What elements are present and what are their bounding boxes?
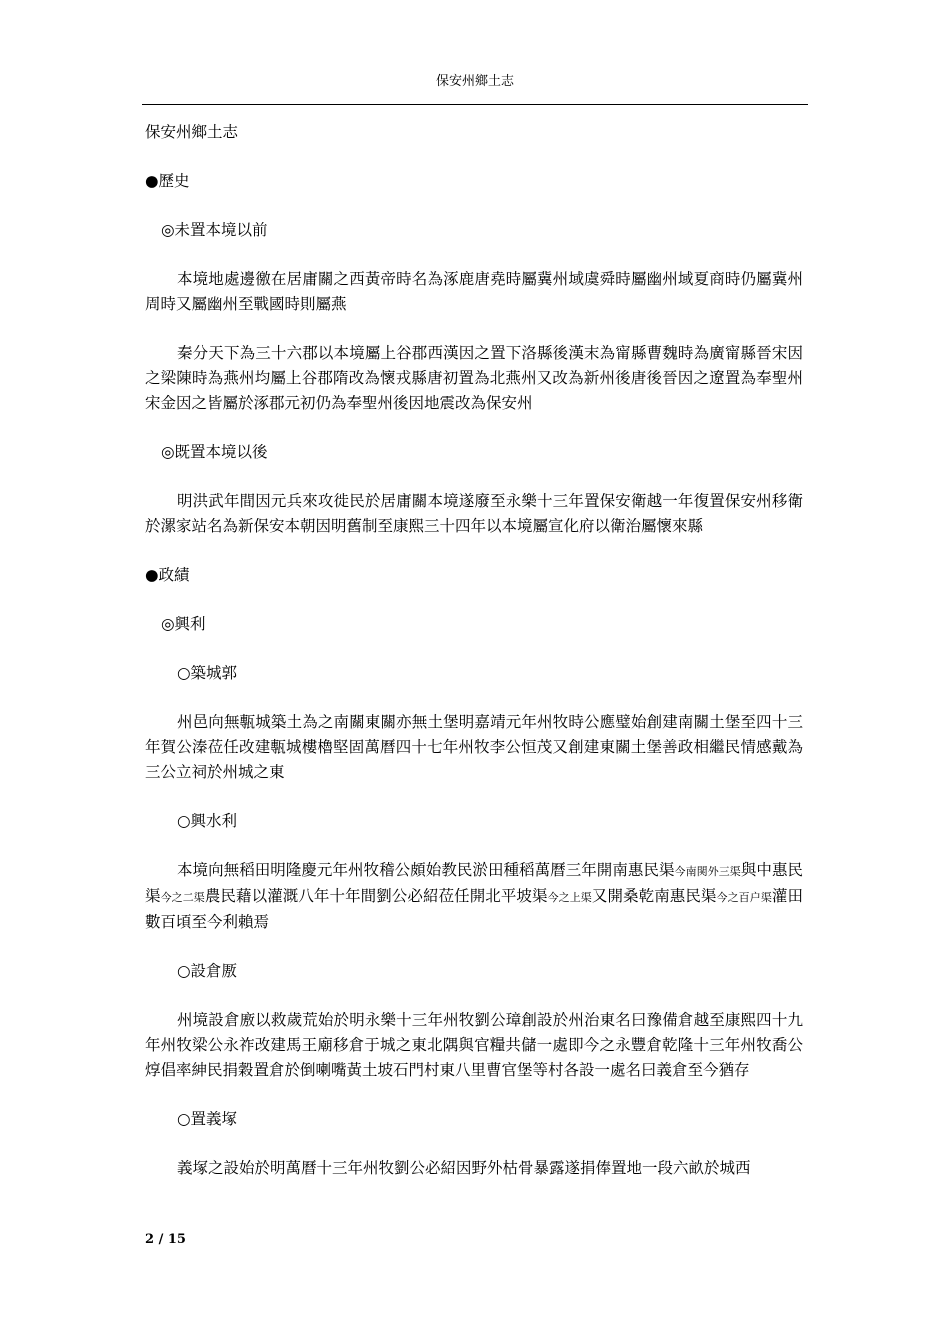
- paragraph-5-text-a: 本境向無稻田明隆慶元年州牧稽公頗始教民淤田種稻萬曆三年開南惠民渠: [177, 861, 675, 879]
- item-heading-water: ○興水利: [177, 812, 238, 830]
- paragraph-6: 州境設倉廒以救歲荒始於明永樂十三年州牧劉公璋創設於州治東名曰豫備倉越至康熙四十九年州牧梁公永祚改建馬王廟移倉于城之東北隅與官糧共儲一處即今之永豐倉乾隆十三年州牧喬公焞倡率紳民捐穀置倉於倒喇嘴黃土坡石門村東八里曹官堡等村各設一處名曰義倉至今猶存: [145, 1011, 803, 1079]
- subheading-before: ◎未置本境以前: [161, 221, 268, 239]
- inline-note-3: 今之上渠: [547, 891, 592, 904]
- inline-note-1: 今南関外三渠: [674, 865, 741, 878]
- subheading-after: ◎既置本境以後: [161, 443, 268, 461]
- paragraph-1: 本境地處邊徼在居庸關之西黃帝時名為涿鹿唐堯時屬冀州域虞舜時屬幽州域夏商時仍屬冀州周時又屬幽州至戰國時則屬燕: [145, 270, 803, 313]
- paragraph-5: [145, 858, 803, 935]
- inline-note-4: 今之百户渠: [716, 891, 772, 904]
- subheading-xingli: ◎興利: [161, 615, 206, 633]
- paragraph-5-text-d: 又開桑乾南惠民渠: [591, 887, 717, 905]
- inline-note-2: 今之二渠: [160, 891, 205, 904]
- running-header: 保安州鄉土志: [435, 74, 514, 89]
- document-title: 保安州鄉土志: [145, 123, 239, 141]
- header-rule: [142, 104, 808, 105]
- paragraph-5-text-e: 灌田數百頃至今利賴焉: [145, 887, 803, 931]
- item-heading-city-walls: ○築城郭: [177, 664, 238, 682]
- document-body: [145, 120, 803, 1205]
- item-heading-grave: ○置義塚: [177, 1110, 238, 1128]
- paragraph-3: 明洪武年間因元兵來攻徙民於居庸關本境遂廢至永樂十三年置保安衛越一年復置保安州移衛於漯家站名為新保安本朝因明舊制至康熙三十四年以本境屬宣化府以衛治屬懷來縣: [145, 492, 803, 535]
- paragraph-4: 州邑向無甎城築土為之南關東關亦無土堡明嘉靖元年州牧時公應璧始創建南關土堡至四十三年賀公溱莅任改建甎城樓櫓堅固萬曆四十七年州牧李公恒茂又創建東關土堡善政相繼民情感戴為三公立祠於州城之東: [145, 713, 803, 781]
- paragraph-7: 義塚之設始於明萬曆十三年州牧劉公必紹因野外枯骨暴露遂捐俸置地一段六畝於城西: [177, 1159, 751, 1177]
- page-number: 2 / 15: [145, 1232, 186, 1247]
- item-heading-granary: ○設倉厫: [177, 962, 238, 980]
- section-heading-history: ●歷史: [145, 172, 190, 190]
- section-heading-governance: ●政績: [145, 566, 190, 584]
- paragraph-2: 秦分天下為三十六郡以本境屬上谷郡西漢因之置下洛縣後漢末為甯縣曹魏時為廣甯縣晉宋因之梁陳時為燕州均屬上谷郡隋改為懷戎縣唐初置為北燕州又改為新州後唐後晉因之遼置為奉聖州宋金因之皆屬於涿郡元初仍為奉聖州後因地震改為保安州: [145, 344, 803, 412]
- paragraph-5-text-b: 與中惠民渠: [145, 861, 803, 905]
- paragraph-5-text-c: 農民藉以灌溉八年十年間劉公必紹莅任開北平坡渠: [204, 887, 548, 905]
